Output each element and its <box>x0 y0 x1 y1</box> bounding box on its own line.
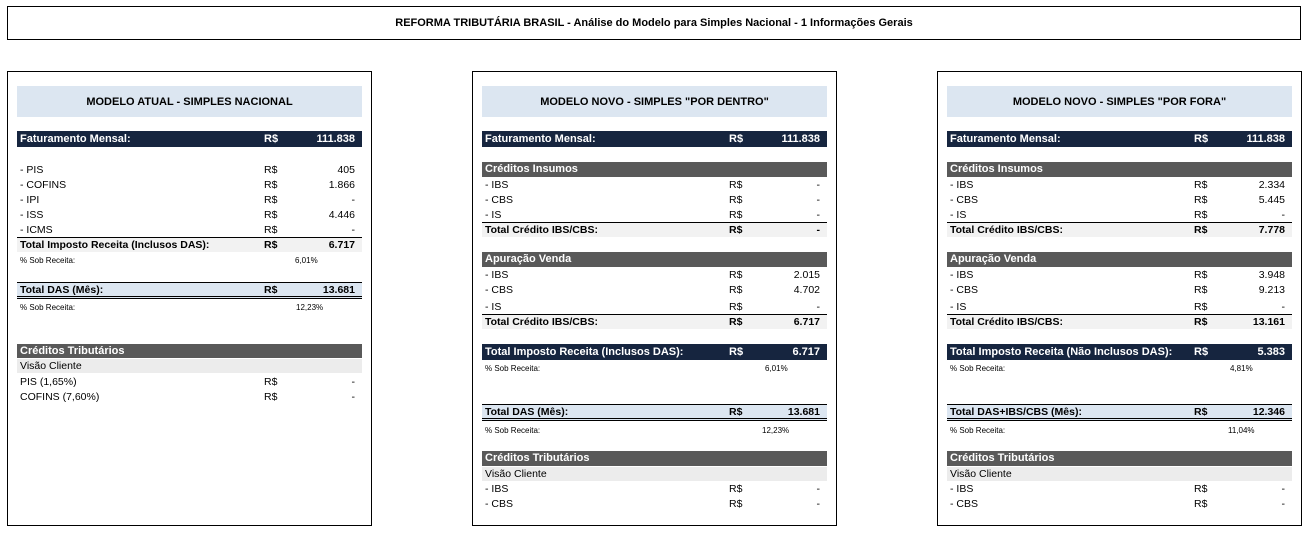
sob-receita-value: 6,01% <box>295 256 318 265</box>
insumo-label: - IBS <box>485 179 509 191</box>
total-credito-value: - <box>816 224 820 236</box>
faturamento-value: 111.838 <box>781 133 820 145</box>
sob-receita-row <box>17 301 362 315</box>
venda-value: 9.213 <box>1258 284 1285 296</box>
tax-currency: R$ <box>264 224 278 236</box>
insumo-currency: R$ <box>1194 179 1208 191</box>
sob-receita-value: 4,81% <box>1230 364 1253 373</box>
total-imposto-label: Total Imposto Receita (Inclusos DAS): <box>485 346 684 358</box>
venda-label: - IBS <box>950 269 974 281</box>
tax-row-pis <box>17 163 362 177</box>
credito-currency: R$ <box>264 376 278 388</box>
total-credito-currency: R$ <box>729 316 743 328</box>
insumo-currency: R$ <box>1194 194 1208 206</box>
total-imposto-value: 5.383 <box>1257 346 1285 358</box>
total-das-currency: R$ <box>264 284 278 296</box>
credito-row-ibs <box>947 482 1292 496</box>
insumo-row-ibs <box>947 178 1292 192</box>
venda-currency: R$ <box>729 269 743 281</box>
total-imposto-row <box>947 344 1292 360</box>
visao-cliente-label: Visão Cliente <box>485 468 547 480</box>
creditos-tributarios-header <box>17 344 362 358</box>
apuracao-venda-header <box>482 252 827 267</box>
total-imposto-currency: R$ <box>729 346 744 358</box>
faturamento-value: 111.838 <box>1246 133 1285 145</box>
panel-header: MODELO ATUAL - SIMPLES NACIONAL <box>17 86 362 117</box>
apuracao-venda-header <box>947 252 1292 267</box>
insumo-label: - IS <box>950 209 967 221</box>
venda-label: - IS <box>485 301 502 313</box>
credito-currency: R$ <box>1194 498 1208 510</box>
credito-row-cbs <box>482 497 827 511</box>
total-credito-label: Total Crédito IBS/CBS: <box>485 316 598 328</box>
venda-label: - IBS <box>485 269 509 281</box>
total-imposto-row <box>482 344 827 360</box>
creditos-insumos-header <box>482 162 827 177</box>
faturamento-label: Faturamento Mensal: <box>485 133 596 145</box>
total-credito-currency: R$ <box>1194 224 1208 236</box>
sob-receita-label: % Sob Receita: <box>950 426 1006 435</box>
total-credito-currency: R$ <box>1194 316 1208 328</box>
venda-value: - <box>816 301 820 313</box>
faturamento-label: Faturamento Mensal: <box>20 133 131 145</box>
credito-currency: R$ <box>1194 483 1208 495</box>
total-das-label: Total DAS (Mês): <box>485 406 569 418</box>
total-credito-row <box>482 222 827 237</box>
credito-value: - <box>351 391 355 403</box>
visao-cliente-row <box>482 467 827 481</box>
insumo-value: - <box>816 179 820 191</box>
faturamento-value: 111.838 <box>316 133 355 145</box>
faturamento-row <box>947 131 1292 147</box>
tax-value: - <box>351 194 355 206</box>
panel-header: MODELO NOVO - SIMPLES "POR DENTRO" <box>482 86 827 117</box>
insumo-currency: R$ <box>729 209 743 221</box>
sheet-title: REFORMA TRIBUTÁRIA BRASIL - Análise do Modelo para Simples Nacional - 1 Informações Gerais <box>7 6 1301 40</box>
credito-label: - CBS <box>950 498 979 510</box>
venda-row-ibs <box>947 268 1292 282</box>
total-credito-currency: R$ <box>729 224 743 236</box>
venda-row-ibs <box>482 268 827 282</box>
insumo-value: - <box>816 209 820 221</box>
tax-row-cofins <box>17 178 362 192</box>
faturamento-currency: R$ <box>264 133 279 145</box>
sob-receita-label: % Sob Receita: <box>950 364 1006 373</box>
total-credito-row <box>947 314 1292 329</box>
venda-row-is <box>482 300 827 314</box>
faturamento-row <box>17 131 362 147</box>
total-das-currency: R$ <box>729 406 743 418</box>
total-imposto-currency: R$ <box>1194 346 1209 358</box>
faturamento-currency: R$ <box>1194 133 1209 145</box>
total-imposto-value: 6.717 <box>328 239 355 251</box>
credito-currency: R$ <box>729 498 743 510</box>
sob-receita-row <box>482 362 827 376</box>
venda-value: 3.948 <box>1258 269 1285 281</box>
venda-value: - <box>1281 301 1285 313</box>
credito-value: - <box>816 498 820 510</box>
tax-currency: R$ <box>264 209 278 221</box>
sob-receita-value: 12,23% <box>762 426 790 435</box>
total-das-row <box>947 404 1292 421</box>
section-title: Créditos Tributários <box>950 452 1055 464</box>
insumo-currency: R$ <box>729 194 743 206</box>
venda-currency: R$ <box>1194 301 1208 313</box>
tax-row-icms <box>17 223 362 237</box>
credito-value: - <box>816 483 820 495</box>
tax-value: - <box>351 224 355 236</box>
sob-receita-label: % Sob Receita: <box>20 303 76 312</box>
credito-row-cofins <box>17 390 362 404</box>
venda-currency: R$ <box>1194 284 1208 296</box>
visao-cliente-row <box>17 359 362 373</box>
tax-value: 4.446 <box>328 209 355 221</box>
insumo-value: 2.334 <box>1258 179 1285 191</box>
tax-label: - PIS <box>20 164 44 176</box>
faturamento-label: Faturamento Mensal: <box>950 133 1061 145</box>
total-imposto-currency: R$ <box>264 239 278 251</box>
credito-currency: R$ <box>264 391 278 403</box>
insumo-row-is <box>947 208 1292 222</box>
insumo-row-cbs <box>482 193 827 207</box>
sob-receita-label: % Sob Receita: <box>485 364 541 373</box>
tax-value: 1.866 <box>328 179 355 191</box>
total-imposto-row <box>17 237 362 252</box>
sob-receita-value: 6,01% <box>765 364 788 373</box>
tax-value: 405 <box>337 164 355 176</box>
section-title: Créditos Tributários <box>485 452 590 464</box>
visao-cliente-row <box>947 467 1292 481</box>
total-das-row <box>17 282 362 299</box>
total-credito-label: Total Crédito IBS/CBS: <box>950 224 1063 236</box>
venda-value: 2.015 <box>793 269 820 281</box>
credito-label: COFINS (7,60%) <box>20 391 100 403</box>
total-credito-value: 13.161 <box>1252 316 1285 328</box>
insumo-label: - IS <box>485 209 502 221</box>
insumo-value: 5.445 <box>1258 194 1285 206</box>
creditos-tributarios-header <box>482 451 827 466</box>
total-das-value: 13.681 <box>322 284 355 296</box>
credito-label: - IBS <box>485 483 509 495</box>
visao-cliente-label: Visão Cliente <box>950 468 1012 480</box>
venda-currency: R$ <box>729 301 743 313</box>
credito-label: - CBS <box>485 498 514 510</box>
venda-label: - CBS <box>485 284 514 296</box>
total-credito-label: Total Crédito IBS/CBS: <box>485 224 598 236</box>
tax-currency: R$ <box>264 179 278 191</box>
creditos-tributarios-header <box>947 451 1292 466</box>
insumo-value: - <box>1281 209 1285 221</box>
insumo-label: - CBS <box>485 194 514 206</box>
insumo-label: - CBS <box>950 194 979 206</box>
venda-currency: R$ <box>729 284 743 296</box>
creditos-insumos-header <box>947 162 1292 177</box>
sob-receita-row <box>947 362 1292 376</box>
total-imposto-value: 6.717 <box>792 346 820 358</box>
tax-label: - COFINS <box>20 179 67 191</box>
section-title: Apuração Venda <box>485 253 572 265</box>
faturamento-currency: R$ <box>729 133 744 145</box>
tax-row-ipi <box>17 193 362 207</box>
tax-label: - ISS <box>20 209 44 221</box>
total-imposto-label: Total Imposto Receita (Não Inclusos DAS): <box>950 346 1173 358</box>
sob-receita-label: % Sob Receita: <box>20 256 76 265</box>
insumo-label: - IBS <box>950 179 974 191</box>
total-credito-row <box>482 314 827 329</box>
panel-modelo-por-fora <box>937 71 1302 526</box>
sob-receita-row <box>17 254 362 268</box>
venda-currency: R$ <box>1194 269 1208 281</box>
insumo-row-cbs <box>947 193 1292 207</box>
credito-value: - <box>1281 483 1285 495</box>
visao-cliente-label: Visão Cliente <box>20 360 82 372</box>
venda-row-is <box>947 300 1292 314</box>
sob-receita-value: 11,04% <box>1228 426 1255 435</box>
venda-row-cbs <box>947 283 1292 297</box>
tax-currency: R$ <box>264 164 278 176</box>
total-das-value: 12.346 <box>1252 406 1285 418</box>
tax-label: - ICMS <box>20 224 53 236</box>
credito-value: - <box>1281 498 1285 510</box>
credito-currency: R$ <box>729 483 743 495</box>
panel-modelo-por-dentro <box>472 71 837 526</box>
insumo-currency: R$ <box>729 179 743 191</box>
total-credito-value: 6.717 <box>793 316 820 328</box>
total-das-currency: R$ <box>1194 406 1208 418</box>
venda-row-cbs <box>482 283 827 297</box>
credito-row-pis <box>17 375 362 389</box>
credito-label: - IBS <box>950 483 974 495</box>
venda-label: - IS <box>950 301 967 313</box>
credito-row-cbs <box>947 497 1292 511</box>
credito-row-ibs <box>482 482 827 496</box>
total-credito-label: Total Crédito IBS/CBS: <box>950 316 1063 328</box>
section-title: Créditos Insumos <box>950 163 1043 175</box>
insumo-row-ibs <box>482 178 827 192</box>
venda-value: 4.702 <box>793 284 820 296</box>
sob-receita-row <box>947 424 1292 438</box>
venda-label: - CBS <box>950 284 979 296</box>
sob-receita-label: % Sob Receita: <box>485 426 541 435</box>
section-title: Créditos Tributários <box>20 345 125 357</box>
insumo-value: - <box>816 194 820 206</box>
insumo-currency: R$ <box>1194 209 1208 221</box>
total-das-label: Total DAS (Mês): <box>20 284 104 296</box>
total-das-value: 13.681 <box>787 406 820 418</box>
sob-receita-row <box>482 424 827 438</box>
faturamento-row <box>482 131 827 147</box>
tax-currency: R$ <box>264 194 278 206</box>
total-credito-value: 7.778 <box>1258 224 1285 236</box>
total-imposto-label: Total Imposto Receita (Inclusos DAS): <box>20 239 210 251</box>
panel-modelo-atual <box>7 71 372 526</box>
section-title: Apuração Venda <box>950 253 1037 265</box>
sob-receita-value: 12,23% <box>296 303 324 312</box>
credito-value: - <box>351 376 355 388</box>
total-das-row <box>482 404 827 421</box>
total-credito-row <box>947 222 1292 237</box>
insumo-row-is <box>482 208 827 222</box>
panel-header: MODELO NOVO - SIMPLES "POR FORA" <box>947 86 1292 117</box>
total-das-label: Total DAS+IBS/CBS (Mês): <box>950 406 1082 418</box>
section-title: Créditos Insumos <box>485 163 578 175</box>
tax-row-iss <box>17 208 362 222</box>
tax-label: - IPI <box>20 194 40 206</box>
credito-label: PIS (1,65%) <box>20 376 77 388</box>
